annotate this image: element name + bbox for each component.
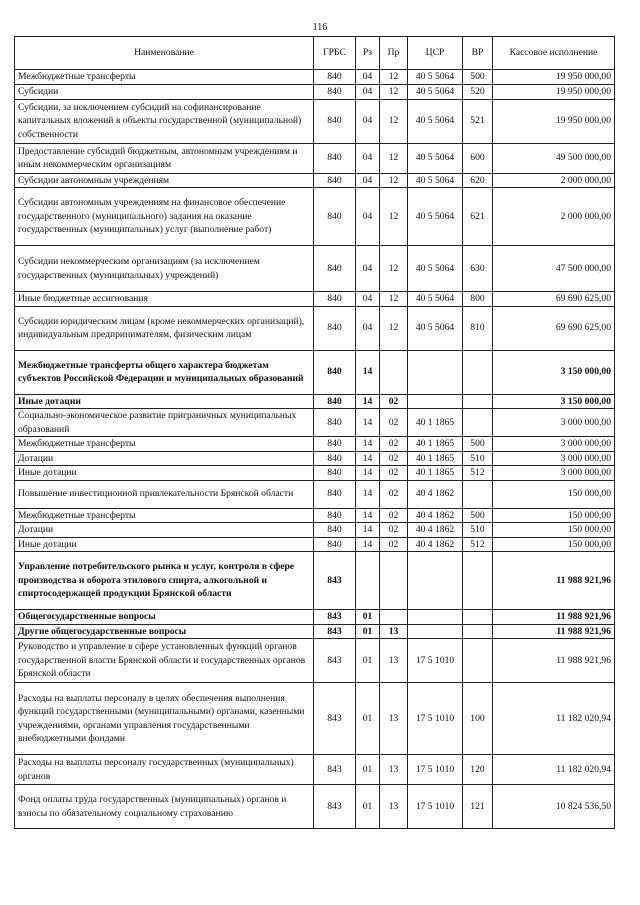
cell-vr bbox=[463, 610, 493, 625]
cell-pr: 13 bbox=[380, 785, 408, 829]
cell-pr bbox=[380, 610, 408, 625]
table-header-row bbox=[15, 37, 615, 70]
cell-csr: 40 5 5064 bbox=[408, 246, 463, 292]
cell-pr: 02 bbox=[380, 394, 408, 409]
table-row bbox=[15, 292, 615, 307]
cell-grbs: 843 bbox=[314, 683, 356, 755]
cell-rz: 14 bbox=[356, 451, 380, 466]
cell-pr: 12 bbox=[380, 173, 408, 188]
cell-pr: 02 bbox=[380, 480, 408, 508]
table-row bbox=[15, 523, 615, 538]
cell-amount: 3 150 000,00 bbox=[493, 350, 615, 394]
cell-csr: 40 1 1865 bbox=[408, 466, 463, 481]
cell-pr: 12 bbox=[380, 292, 408, 307]
cell-vr: 100 bbox=[463, 683, 493, 755]
cell-rz: 14 bbox=[356, 480, 380, 508]
table-row bbox=[15, 508, 615, 523]
cell-pr: 02 bbox=[380, 451, 408, 466]
cell-name: Общегосударственные вопросы bbox=[15, 610, 314, 625]
cell-vr bbox=[463, 409, 493, 437]
cell-pr: 02 bbox=[380, 508, 408, 523]
cell-csr bbox=[408, 350, 463, 394]
cell-pr: 02 bbox=[380, 537, 408, 552]
table-row bbox=[15, 755, 615, 785]
cell-csr bbox=[408, 394, 463, 409]
cell-vr: 620 bbox=[463, 173, 493, 188]
cell-amount: 3 150 000,00 bbox=[493, 394, 615, 409]
header-amount: Кассовое исполнение bbox=[493, 37, 615, 70]
cell-grbs: 840 bbox=[314, 173, 356, 188]
cell-csr: 17 5 1010 bbox=[408, 639, 463, 683]
cell-rz: 04 bbox=[356, 306, 380, 350]
cell-vr: 521 bbox=[463, 99, 493, 143]
cell-grbs: 843 bbox=[314, 552, 356, 610]
cell-name: Другие общегосударственные вопросы bbox=[15, 624, 314, 639]
cell-amount: 19 950 000,00 bbox=[493, 99, 615, 143]
cell-grbs: 840 bbox=[314, 99, 356, 143]
cell-amount: 11 182 020,94 bbox=[493, 683, 615, 755]
cell-vr: 510 bbox=[463, 451, 493, 466]
cell-grbs: 840 bbox=[314, 537, 356, 552]
cell-amount: 2 000 000,00 bbox=[493, 188, 615, 246]
cell-vr: 800 bbox=[463, 292, 493, 307]
cell-grbs: 840 bbox=[314, 451, 356, 466]
table-row bbox=[15, 610, 615, 625]
cell-grbs: 840 bbox=[314, 508, 356, 523]
cell-name: Иные бюджетные ассигнования bbox=[15, 292, 314, 307]
cell-csr: 40 5 5064 bbox=[408, 143, 463, 173]
table-row bbox=[15, 143, 615, 173]
cell-pr: 13 bbox=[380, 624, 408, 639]
cell-grbs: 840 bbox=[314, 188, 356, 246]
cell-grbs: 843 bbox=[314, 610, 356, 625]
cell-grbs: 840 bbox=[314, 437, 356, 452]
cell-csr bbox=[408, 552, 463, 610]
table-row bbox=[15, 466, 615, 481]
table-row bbox=[15, 350, 615, 394]
cell-name: Руководство и управление в сфере установленных функций органов государственной власти Брянской области и государственных органов Брянской области bbox=[15, 639, 314, 683]
cell-rz: 14 bbox=[356, 523, 380, 538]
cell-amount: 49 500 000,00 bbox=[493, 143, 615, 173]
cell-grbs: 840 bbox=[314, 306, 356, 350]
cell-csr: 40 1 1865 bbox=[408, 409, 463, 437]
cell-csr: 40 1 1865 bbox=[408, 437, 463, 452]
cell-vr: 500 bbox=[463, 70, 493, 85]
cell-amount: 3 000 000,00 bbox=[493, 466, 615, 481]
cell-grbs: 840 bbox=[314, 85, 356, 100]
cell-csr: 40 5 5064 bbox=[408, 292, 463, 307]
cell-name: Повышение инвестиционной привлекательности Брянской области bbox=[15, 480, 314, 508]
cell-name: Иные дотации bbox=[15, 394, 314, 409]
cell-pr: 12 bbox=[380, 188, 408, 246]
cell-rz: 04 bbox=[356, 85, 380, 100]
cell-name: Расходы на выплаты персоналу государственных (муниципальных) органов bbox=[15, 755, 314, 785]
cell-amount: 2 000 000,00 bbox=[493, 173, 615, 188]
cell-grbs: 840 bbox=[314, 523, 356, 538]
table-row bbox=[15, 437, 615, 452]
cell-pr bbox=[380, 350, 408, 394]
cell-vr: 630 bbox=[463, 246, 493, 292]
cell-rz: 04 bbox=[356, 292, 380, 307]
cell-pr: 02 bbox=[380, 437, 408, 452]
table-row bbox=[15, 480, 615, 508]
cell-rz: 04 bbox=[356, 246, 380, 292]
cell-rz: 01 bbox=[356, 624, 380, 639]
cell-amount: 3 000 000,00 bbox=[493, 409, 615, 437]
cell-vr bbox=[463, 480, 493, 508]
cell-name: Межбюджетные трансферты общего характера бюджетам субъектов Российской Федерации и муниципальных образований bbox=[15, 350, 314, 394]
cell-vr: 512 bbox=[463, 466, 493, 481]
cell-csr: 40 4 1862 bbox=[408, 523, 463, 538]
cell-rz: 04 bbox=[356, 99, 380, 143]
cell-vr: 120 bbox=[463, 755, 493, 785]
cell-pr: 12 bbox=[380, 246, 408, 292]
cell-rz: 04 bbox=[356, 70, 380, 85]
cell-amount: 11 988 921,96 bbox=[493, 552, 615, 610]
cell-grbs: 840 bbox=[314, 246, 356, 292]
cell-vr: 600 bbox=[463, 143, 493, 173]
cell-grbs: 840 bbox=[314, 143, 356, 173]
cell-rz: 14 bbox=[356, 466, 380, 481]
cell-name: Межбюджетные трансферты bbox=[15, 70, 314, 85]
cell-grbs: 843 bbox=[314, 785, 356, 829]
cell-rz: 14 bbox=[356, 437, 380, 452]
cell-grbs: 840 bbox=[314, 394, 356, 409]
cell-vr bbox=[463, 639, 493, 683]
cell-pr bbox=[380, 552, 408, 610]
table-row bbox=[15, 639, 615, 683]
cell-grbs: 840 bbox=[314, 70, 356, 85]
cell-pr: 13 bbox=[380, 639, 408, 683]
cell-name: Управление потребительского рынка и услуг, контроля в сфере производства и оборота этилового спирта, алкогольной и спиртосодержащей продукции Брянской области bbox=[15, 552, 314, 610]
cell-csr: 17 5 1010 bbox=[408, 683, 463, 755]
cell-vr bbox=[463, 624, 493, 639]
cell-amount: 10 824 536,50 bbox=[493, 785, 615, 829]
cell-name: Дотации bbox=[15, 523, 314, 538]
cell-rz: 14 bbox=[356, 350, 380, 394]
cell-name: Субсидии bbox=[15, 85, 314, 100]
cell-vr: 520 bbox=[463, 85, 493, 100]
cell-amount: 3 000 000,00 bbox=[493, 451, 615, 466]
cell-amount: 69 690 625,00 bbox=[493, 306, 615, 350]
header-vr: ВР bbox=[463, 37, 493, 70]
cell-csr bbox=[408, 610, 463, 625]
cell-rz: 14 bbox=[356, 394, 380, 409]
table-row bbox=[15, 99, 615, 143]
header-name: Наименование bbox=[15, 37, 314, 70]
cell-name: Субсидии автономным учреждениям bbox=[15, 173, 314, 188]
cell-amount: 19 950 000,00 bbox=[493, 70, 615, 85]
cell-pr: 02 bbox=[380, 523, 408, 538]
cell-amount: 150 000,00 bbox=[493, 480, 615, 508]
cell-csr: 17 5 1010 bbox=[408, 785, 463, 829]
cell-csr: 40 4 1862 bbox=[408, 508, 463, 523]
cell-amount: 11 182 020,94 bbox=[493, 755, 615, 785]
cell-name: Фонд оплаты труда государственных (муниципальных) органов и взносы по обязательному социальному страхованию bbox=[15, 785, 314, 829]
cell-name: Расходы на выплаты персоналу в целях обеспечения выполнения функций государственными (муниципальными) органами, казенными учреждениями, органами управления государственными внебюджетными фондами bbox=[15, 683, 314, 755]
cell-csr: 40 5 5064 bbox=[408, 99, 463, 143]
cell-vr: 510 bbox=[463, 523, 493, 538]
cell-rz: 01 bbox=[356, 683, 380, 755]
cell-amount: 11 988 921,96 bbox=[493, 639, 615, 683]
cell-vr: 500 bbox=[463, 437, 493, 452]
cell-rz: 04 bbox=[356, 143, 380, 173]
cell-pr: 12 bbox=[380, 306, 408, 350]
cell-name: Иные дотации bbox=[15, 466, 314, 481]
cell-pr: 02 bbox=[380, 466, 408, 481]
header-rz: Рз bbox=[356, 37, 380, 70]
cell-rz: 01 bbox=[356, 785, 380, 829]
cell-pr: 12 bbox=[380, 85, 408, 100]
cell-name: Социально-экономическое развитие приграничных муниципальных образований bbox=[15, 409, 314, 437]
cell-name: Субсидии, за исключением субсидий на софинансирование капитальных вложений в объекты государственной (муниципальной) собственности bbox=[15, 99, 314, 143]
table-row bbox=[15, 451, 615, 466]
cell-amount: 150 000,00 bbox=[493, 508, 615, 523]
table-row bbox=[15, 70, 615, 85]
cell-vr bbox=[463, 394, 493, 409]
cell-vr: 810 bbox=[463, 306, 493, 350]
cell-csr: 40 5 5064 bbox=[408, 306, 463, 350]
cell-amount: 11 988 921,96 bbox=[493, 624, 615, 639]
cell-vr: 512 bbox=[463, 537, 493, 552]
cell-rz bbox=[356, 552, 380, 610]
cell-grbs: 840 bbox=[314, 409, 356, 437]
table-row bbox=[15, 785, 615, 829]
table-row bbox=[15, 173, 615, 188]
cell-csr: 40 4 1862 bbox=[408, 537, 463, 552]
table-row bbox=[15, 409, 615, 437]
table-row bbox=[15, 306, 615, 350]
cell-name: Межбюджетные трансферты bbox=[15, 437, 314, 452]
cell-rz: 01 bbox=[356, 755, 380, 785]
cell-pr: 12 bbox=[380, 70, 408, 85]
cell-csr: 40 5 5064 bbox=[408, 188, 463, 246]
cell-amount: 19 950 000,00 bbox=[493, 85, 615, 100]
cell-pr: 13 bbox=[380, 755, 408, 785]
cell-csr: 40 5 5064 bbox=[408, 85, 463, 100]
cell-grbs: 840 bbox=[314, 292, 356, 307]
cell-amount: 11 988 921,96 bbox=[493, 610, 615, 625]
cell-grbs: 843 bbox=[314, 755, 356, 785]
cell-amount: 69 690 625,00 bbox=[493, 292, 615, 307]
cell-name: Межбюджетные трансферты bbox=[15, 508, 314, 523]
cell-csr bbox=[408, 624, 463, 639]
header-csr: ЦСР bbox=[408, 37, 463, 70]
cell-vr: 621 bbox=[463, 188, 493, 246]
header-grbs: ГРБС bbox=[314, 37, 356, 70]
cell-rz: 01 bbox=[356, 610, 380, 625]
table-row bbox=[15, 394, 615, 409]
cell-grbs: 840 bbox=[314, 350, 356, 394]
cell-vr: 500 bbox=[463, 508, 493, 523]
cell-pr: 12 bbox=[380, 143, 408, 173]
cell-csr: 40 4 1862 bbox=[408, 480, 463, 508]
cell-csr: 40 5 5064 bbox=[408, 70, 463, 85]
table-row bbox=[15, 683, 615, 755]
cell-name: Субсидии юридическим лицам (кроме некоммерческих организаций), индивидуальным предпринимателям, физическим лицам bbox=[15, 306, 314, 350]
header-pr: Пр bbox=[380, 37, 408, 70]
cell-rz: 14 bbox=[356, 537, 380, 552]
cell-rz: 14 bbox=[356, 508, 380, 523]
cell-grbs: 840 bbox=[314, 480, 356, 508]
cell-name: Субсидии некоммерческим организациям (за исключением государственных (муниципальных) учреждений) bbox=[15, 246, 314, 292]
cell-grbs: 843 bbox=[314, 624, 356, 639]
budget-table bbox=[14, 36, 615, 829]
cell-amount: 47 500 000,00 bbox=[493, 246, 615, 292]
cell-vr: 121 bbox=[463, 785, 493, 829]
cell-name: Дотации bbox=[15, 451, 314, 466]
table-row bbox=[15, 537, 615, 552]
cell-pr: 13 bbox=[380, 683, 408, 755]
cell-grbs: 843 bbox=[314, 639, 356, 683]
cell-csr: 40 1 1865 bbox=[408, 451, 463, 466]
cell-vr bbox=[463, 350, 493, 394]
table-row bbox=[15, 624, 615, 639]
table-row bbox=[15, 188, 615, 246]
cell-pr: 02 bbox=[380, 409, 408, 437]
cell-rz: 14 bbox=[356, 409, 380, 437]
page-number: 116 bbox=[312, 22, 328, 33]
table-body bbox=[15, 70, 615, 829]
cell-amount: 3 000 000,00 bbox=[493, 437, 615, 452]
cell-rz: 04 bbox=[356, 188, 380, 246]
table-row bbox=[15, 85, 615, 100]
cell-amount: 150 000,00 bbox=[493, 523, 615, 538]
cell-vr bbox=[463, 552, 493, 610]
cell-rz: 04 bbox=[356, 173, 380, 188]
cell-name: Субсидии автономным учреждениям на финансовое обеспечение государственного (муниципального) задания на оказание государственных (муниципальных) услуг (выполнение работ) bbox=[15, 188, 314, 246]
cell-amount: 150 000,00 bbox=[493, 537, 615, 552]
table-row bbox=[15, 552, 615, 610]
cell-name: Иные дотации bbox=[15, 537, 314, 552]
cell-pr: 12 bbox=[380, 99, 408, 143]
cell-name: Предоставление субсидий бюджетным, автономным учреждениям и иным некоммерческим организациям bbox=[15, 143, 314, 173]
cell-rz: 01 bbox=[356, 639, 380, 683]
table-row bbox=[15, 246, 615, 292]
cell-grbs: 840 bbox=[314, 466, 356, 481]
cell-csr: 17 5 1010 bbox=[408, 755, 463, 785]
cell-csr: 40 5 5064 bbox=[408, 173, 463, 188]
